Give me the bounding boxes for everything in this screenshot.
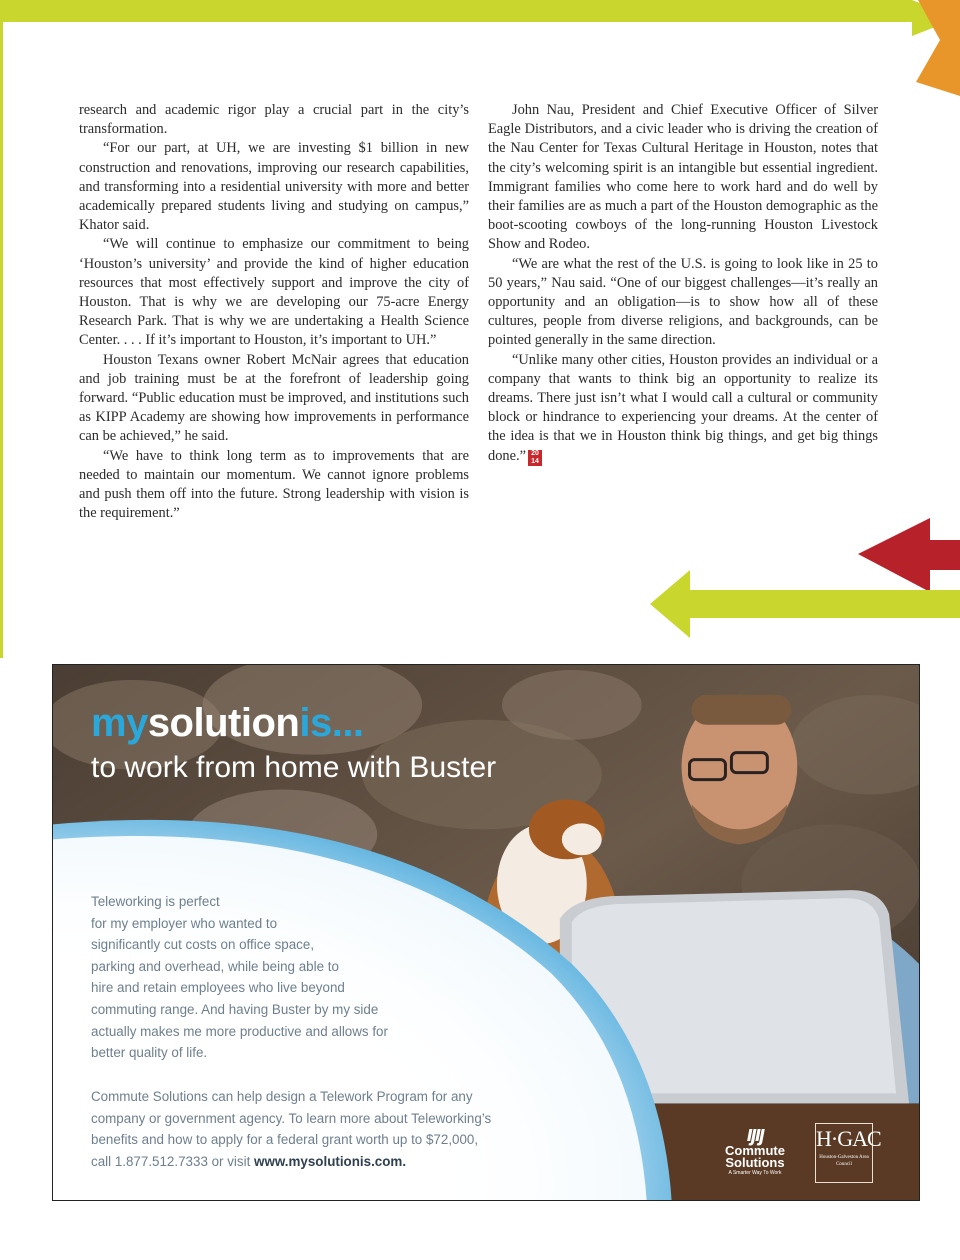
ad-call-to-action <box>91 1086 551 1172</box>
top-orange-chevron <box>916 0 960 96</box>
ad-body-line: significantly cut costs on office space, <box>91 937 315 953</box>
red-arrow <box>858 518 960 592</box>
paragraph-text: “Unlike many other cities, Houston provides an individual or a company that wants to think big an opportunity to realize its dreams. There just isn’t what I would call a cultural or community block or hindrance to experiencing your dreams. At the center of the idea is that we in Houston think big things, and get big things done.” <box>488 351 878 464</box>
paragraph: Houston Texans owner Robert McNair agrees that education and job training must be at the forefront of leadership going forward. “Public education must be improved, and institutions such as KIPP Academy are showing how improvements in performance can be achieved,” he said. <box>79 351 469 445</box>
ad-headline <box>91 701 364 746</box>
ad-body-line: for my employer who wanted to <box>91 915 278 931</box>
ad-body-line: actually makes me more productive and allows for <box>91 1023 388 1039</box>
ad-body-line: commuting range. And having Buster by my side <box>91 1001 379 1017</box>
headline-my: my <box>91 701 148 745</box>
paragraph: John Nau, President and Chief Executive Officer of Silver Eagle Distributors, and a civic leader who is driving the creation of the Nau Center for Texas Cultural Heritage in Houston, notes that the city’s welcoming spirit is an intangible but essential ingredient. Immigrant families who come here to work hard and do well by their families are as much a part of the Houston demographic as the boot-scooting cowboys of the long-running Houston Livestock Show and Rodeo. <box>488 102 878 253</box>
ad-body-text <box>91 891 391 1064</box>
paragraph: “We are what the rest of the U.S. is going to look like in 25 to 50 years,” Nau said. “One of our biggest challenges—it’s really an opportunity and an obligation—is to show how all of these cultures, people from diverse religions, and backgrounds, can be pointed generally in the same direction. <box>488 255 878 349</box>
ad-body-line: hire and retain employees who live beyond <box>91 980 345 996</box>
ad-cta-line: benefits and how to apply for a federal grant worth up to $72,000, <box>91 1132 479 1148</box>
headline-solution: solution <box>147 701 300 745</box>
logo-name-2: Solutions <box>725 1155 785 1170</box>
ad-body-line: parking and overhead, while being able to <box>91 958 339 974</box>
paragraph: “We have to think long term as to improvements that are needed to maintain our momentum. We cannot ignore problems and push them off into the future. Strong leadership with vision is the requirement.” <box>79 447 469 522</box>
article-column-right <box>488 101 878 466</box>
hgac-logo <box>815 1123 881 1183</box>
logo-name-1: Commute <box>725 1143 785 1158</box>
ad-website-link[interactable]: www.mysolutionis.com. <box>254 1153 407 1169</box>
paragraph: “We will continue to emphasize our commitment to being ‘Houston’s university’ and provide the kind of higher education resources that most effectively support and improve the city of Houston. That is why we are developing our 75-acre Energy Research Park. That is why we are undertaking a Health Science Center. . . . If it’s important to Houston, it’s important to UH.” <box>79 236 469 349</box>
logo-tagline: A Smarter Way To Work <box>728 1170 782 1176</box>
ad-subheadline: to work from home with Buster <box>91 751 497 784</box>
ad-body-line: better quality of life. <box>91 1045 208 1061</box>
paragraph-final <box>488 351 878 467</box>
commute-solutions-logo <box>713 1123 797 1185</box>
lime-arrow <box>650 570 960 638</box>
commute-solutions-logo-icon: ıȷıȷ <box>746 1121 764 1146</box>
ad-cta-line: company or government agency. To learn more about Teleworking’s <box>91 1110 492 1126</box>
hgac-logo-mark: H·GAC <box>816 1126 881 1151</box>
end-mark-top: 20 <box>531 450 539 458</box>
ad-body-line: Teleworking is perfect <box>91 894 220 909</box>
top-lime-arrow <box>0 0 958 36</box>
left-lime-bar <box>0 22 3 658</box>
paragraph: “For our part, at UH, we are investing $1 billion in new construction and renovations, improving our research capabilities, and transforming into a residential university with more and better academically prepared students living and studying on campus,” Khator said. <box>79 140 469 234</box>
article-column-left <box>79 101 469 523</box>
ad-cta-line: Commute Solutions can help design a Telework Program for any <box>91 1089 473 1104</box>
hgac-logo-tagline: Houston-Galveston Area Council <box>819 1155 869 1167</box>
ad-cta-line-last <box>91 1151 551 1173</box>
headline-is: is... <box>299 701 364 745</box>
ad-phone-text: call 1.877.512.7333 or visit <box>91 1153 255 1169</box>
end-mark-bottom: 14 <box>531 457 539 465</box>
end-mark-icon <box>528 450 542 466</box>
advertisement <box>52 664 920 1201</box>
paragraph: research and academic rigor play a crucial part in the city’s transformation. <box>79 102 469 138</box>
